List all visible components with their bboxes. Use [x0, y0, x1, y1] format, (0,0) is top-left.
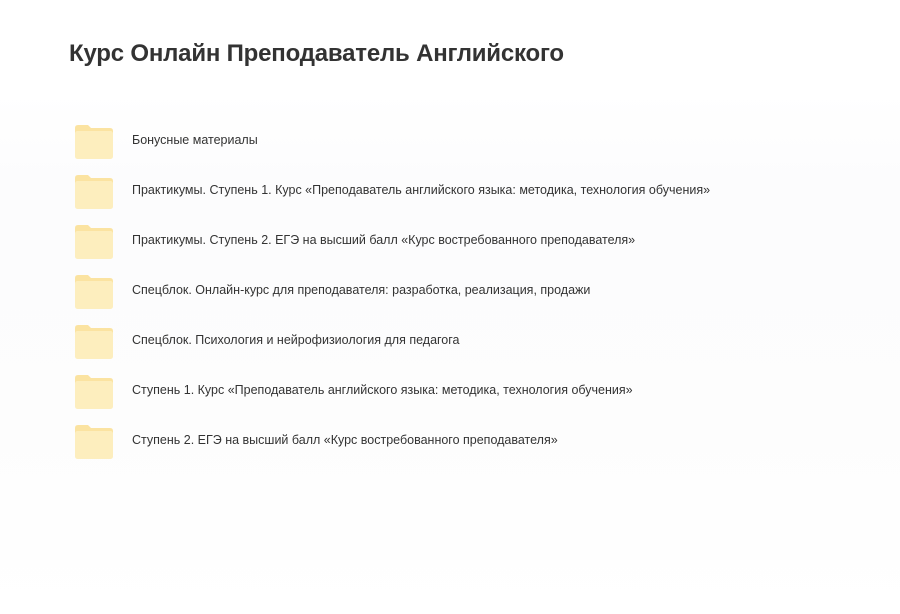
folder-item-practicum-2[interactable] — [73, 215, 853, 265]
folder-item-stage-2[interactable] — [73, 415, 853, 465]
folder-icon — [73, 369, 115, 411]
folder-label: Практикумы. Ступень 2. ЕГЭ на высший балл «Курс востребованного преподавателя» — [132, 233, 636, 247]
folder-label: Ступень 1. Курс «Преподаватель английского языка: методика, технология обучения» — [132, 383, 633, 397]
folder-icon — [73, 269, 115, 311]
folder-label: Спецблок. Онлайн-курс для преподавателя: разработка, реализация, продажи — [132, 283, 591, 297]
folder-icon — [73, 319, 115, 361]
folder-list — [73, 115, 853, 465]
folder-item-practicum-1[interactable] — [73, 165, 853, 215]
folder-icon — [73, 169, 115, 211]
folder-label: Практикумы. Ступень 1. Курс «Преподаватель английского языка: методика, технология обучения» — [132, 183, 711, 197]
folder-label: Ступень 2. ЕГЭ на высший балл «Курс востребованного преподавателя» — [132, 433, 558, 447]
folder-item-bonus[interactable] — [73, 115, 853, 165]
folder-icon — [73, 219, 115, 261]
page-title: Курс Онлайн Преподаватель Английского — [69, 40, 564, 67]
folder-label: Спецблок. Психология и нейрофизиология для педагога — [132, 333, 460, 347]
folder-label: Бонусные материалы — [132, 133, 258, 147]
folder-icon — [73, 419, 115, 461]
folder-item-special-psychology[interactable] — [73, 315, 853, 365]
folder-icon — [73, 119, 115, 161]
folder-item-special-online-course[interactable] — [73, 265, 853, 315]
folder-item-stage-1[interactable] — [73, 365, 853, 415]
